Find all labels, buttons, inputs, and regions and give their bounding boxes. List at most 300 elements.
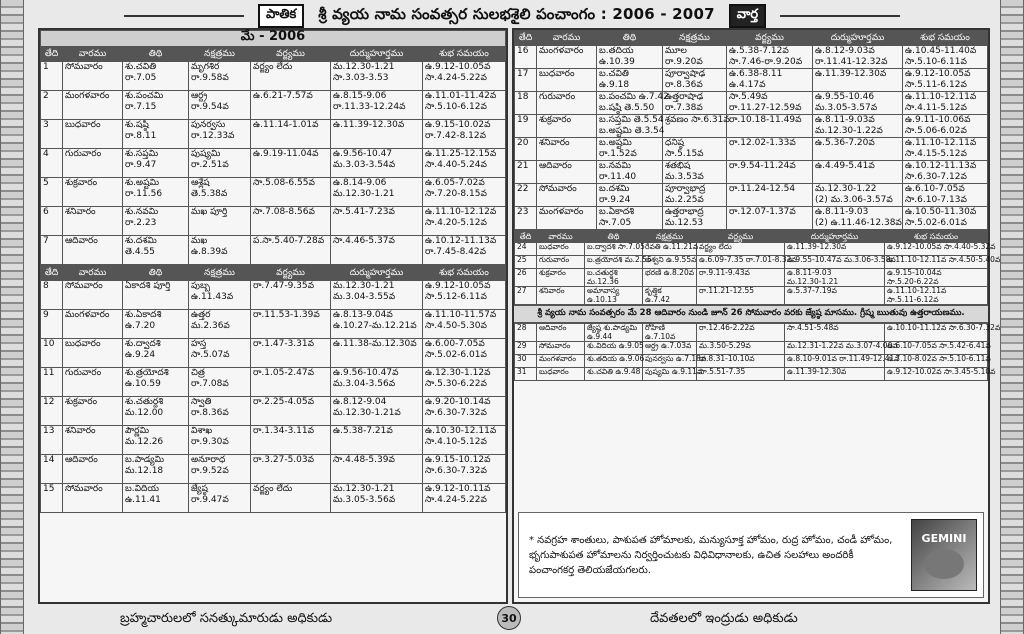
- table-cell: ఉ.8.11-9.03వ మ.12.30-1.22వ: [813, 115, 903, 138]
- table-cell: 12: [41, 397, 63, 426]
- column-header: నక్షత్రము: [643, 231, 697, 243]
- table-cell: ఉ.12.30-1.12వ సా.5.30-6.22వ: [423, 368, 506, 397]
- table-cell: 21: [515, 161, 537, 184]
- table-cell: రా.10.18-11.49వ: [727, 115, 813, 138]
- header-rule-left: [124, 15, 244, 17]
- table-cell: బ.దశమి రా.9.24: [597, 184, 663, 207]
- column-header: తేది: [41, 266, 63, 281]
- table-cell: శు.చతుర్దశి మ.12.00: [123, 397, 189, 426]
- table-cell: రా.11.24-12.54: [727, 184, 813, 207]
- may-table-part1: [40, 30, 506, 265]
- gemini-tea-pack: [911, 519, 977, 591]
- table-cell: 15: [41, 484, 63, 513]
- table-cell: అనూరాధ రా.9.52వ: [189, 455, 251, 484]
- may-table-part3: [514, 30, 988, 230]
- table-cell: ఉ.11.01-11.42వ సా.5.10-6.12వ: [423, 91, 506, 120]
- table-cell: శుక్రవారం: [537, 115, 597, 138]
- table-cell: ఉ.6.21-7.57వ: [251, 91, 331, 120]
- table-cell: మంగళవారం: [63, 310, 123, 339]
- table-cell: ఉ.9.15-10.04వ సా.5.20-6.22వ: [885, 269, 988, 287]
- table-cell: అశ్వని ఉ.9.55వ: [643, 256, 697, 269]
- table-cell: బ.ఏకాదశి సా.7.05: [597, 207, 663, 230]
- table-cell: మంగళవారం: [63, 91, 123, 120]
- table-row: [41, 368, 506, 397]
- table-cell: ఉ.8.11-9.03 (2) ఉ.11.46-12.38వ: [813, 207, 903, 230]
- table-cell: ఉ.9.15-10.02వ రా.7.42-8.12వ: [423, 120, 506, 149]
- table-cell: మృగశిర రా.9.58వ: [189, 62, 251, 91]
- table-cell: శనివారం: [63, 426, 123, 455]
- table-cell: ఉ.5.38-7.21వ: [331, 426, 423, 455]
- table-cell: శు.నవమి రా.2.23: [123, 207, 189, 236]
- table-cell: పుష్యమి ఉ.9.11వ: [643, 368, 697, 381]
- table-cell: పూర్వాభాద్ర మ.2.25వ: [663, 184, 727, 207]
- table-cell: సా.4.46-5.37వ: [331, 236, 423, 265]
- table-cell: శనివారం: [537, 287, 585, 305]
- left-decorative-border: [0, 0, 24, 634]
- table-cell: ఉ.11.14-1.01వ: [251, 120, 331, 149]
- table-cell: సా.5.51-7.35: [697, 368, 785, 381]
- table-cell: సోమవారం: [63, 281, 123, 310]
- table-cell: ఉ.11.38-మ.12.30వ: [331, 339, 423, 368]
- column-header: వర్జ్యము: [251, 266, 331, 281]
- table-cell: ఉ.9.12-10.02వ సా.3.45-5.10వ: [885, 368, 988, 381]
- table-cell: ఉ.8.12-9.04 మ.12.30-1.21వ: [331, 397, 423, 426]
- table-row: [515, 287, 988, 305]
- table-cell: రా.8.31-10.10వ: [697, 355, 785, 368]
- table-cell: మ.12.30-1.21 మ.3.04-3.55వ: [331, 281, 423, 310]
- table-cell: ఉత్తర మ.2.36వ: [189, 310, 251, 339]
- table-cell: 11: [41, 368, 63, 397]
- table-cell: 9: [41, 310, 63, 339]
- table-cell: 17: [515, 69, 537, 92]
- jyeshta-notice: శ్రీ వ్యయ నామ సంవత్సరం మే 28 ఆదివారం నుండి జూన్ 26 సోమవారం వరకు జ్యేష్ఠ మాసము. గ్రీష్మ ఋతువు ఉత్తరాయణము.: [514, 305, 988, 323]
- table-row: [515, 92, 988, 115]
- column-header: దుర్ముహూర్తము: [813, 31, 903, 46]
- pack-image: [924, 549, 964, 579]
- table-cell: చిత్ర రా.7.08వ: [189, 368, 251, 397]
- month-title: మే - 2006: [41, 31, 506, 47]
- table-cell: ఉ.6.09-7.35 రా.7.01-8.32వ: [697, 256, 785, 269]
- table-cell: బుధవారం: [537, 69, 597, 92]
- table-cell: ఆర్ద్ర ఉ.7.03వ: [643, 342, 697, 355]
- table-cell: బుధవారం: [537, 368, 585, 381]
- table-cell: ఉ.8.11-9.03 మ.12.30-1.21: [785, 269, 885, 287]
- table-cell: బ.విదియ ఉ.11.41: [123, 484, 189, 513]
- table-cell: పుబ్బ ఉ.11.43వ: [189, 281, 251, 310]
- table-cell: శు.అష్టమి రా.11.56: [123, 178, 189, 207]
- table-cell: ఆదివారం: [537, 324, 585, 342]
- right-panel: [512, 28, 1001, 604]
- column-header: దుర్ముహూర్తము: [331, 47, 423, 62]
- column-header: తేది: [515, 31, 537, 46]
- table-row: [515, 269, 988, 287]
- table-cell: 2: [41, 91, 63, 120]
- right-decorative-border: [1000, 0, 1024, 634]
- table-cell: ఆదివారం: [63, 236, 123, 265]
- table-cell: ఉ.10.12-11.13వ సా.6.30-7.12వ: [903, 161, 988, 184]
- table-cell: శనివారం: [537, 138, 597, 161]
- table-row: [515, 342, 988, 355]
- table-cell: బుధవారం: [537, 243, 585, 256]
- table-row: [515, 368, 988, 381]
- table-cell: సోమవారం: [63, 484, 123, 513]
- table-row: [41, 178, 506, 207]
- table-cell: వర్జ్యం లేదు: [251, 62, 331, 91]
- table-cell: ఉ.9.55-10.47వ మ.3.06-3.58వ: [785, 256, 885, 269]
- table-cell: రోహిణి ఉ.7.10వ: [643, 324, 697, 342]
- table-row: [515, 324, 988, 342]
- table-cell: ఉ.11.10-12.11వ సా.4.50-5.40వ: [885, 256, 988, 269]
- table-cell: ఏకాదశి పూర్తి: [123, 281, 189, 310]
- table-cell: మంగళవారం: [537, 207, 597, 230]
- footer-left-quote: బ్రహ్మచారులలో సనత్కుమారుడు అధికుడు: [120, 611, 333, 626]
- table-row: [41, 484, 506, 513]
- table-row: [41, 310, 506, 339]
- table-cell: ఉ.9.55-10.46 మ.3.05-3.57వ: [813, 92, 903, 115]
- table-cell: రా.12.46-2.22వ: [697, 324, 785, 342]
- table-cell: బ.పంచమి ఉ.7.42 బ.షష్ఠి తె.5.50: [597, 92, 663, 115]
- table-cell: సోమవారం: [537, 342, 585, 355]
- table-cell: రా.12.02-1.33వ: [727, 138, 813, 161]
- table-row: [41, 339, 506, 368]
- table-row: [515, 184, 988, 207]
- column-header: శుభ సమయం: [423, 266, 506, 281]
- table-cell: ఉ.11.10-11.57వ సా.4.50-5.30వ: [423, 310, 506, 339]
- table-cell: మంగళవారం: [537, 355, 585, 368]
- table-cell: ఉ.10.10-11.12వ సా.6.30-7.32వ: [885, 324, 988, 342]
- table-cell: ఉ.11.39-12.30వ: [331, 120, 423, 149]
- table-cell: పునర్వసు రా.12.33వ: [189, 120, 251, 149]
- table-cell: ఉ.6.10-7.05వ సా.6.10-7.13వ: [903, 184, 988, 207]
- column-header: దుర్ముహూర్తము: [331, 266, 423, 281]
- table-cell: మూల రా.9.20వ: [663, 46, 727, 69]
- table-cell: శు.ఏకాదశి ఉ.7.20: [123, 310, 189, 339]
- table-row: [515, 355, 988, 368]
- table-cell: ఉ.5.38-7.12వ సా.7.46-రా.9.20వ: [727, 46, 813, 69]
- table-cell: ఆదివారం: [63, 455, 123, 484]
- table-row: [41, 120, 506, 149]
- table-row: [515, 243, 988, 256]
- table-row: [41, 455, 506, 484]
- table-cell: ఉ.9.56-10.47వ మ.3.04-3.56వ: [331, 368, 423, 397]
- table-cell: పౌర్ణమి మ.12.26: [123, 426, 189, 455]
- table-cell: రా.9.11-9.43వ: [697, 269, 785, 287]
- table-cell: ఉ.6.00-7.05వ సా.5.02-6.01వ: [423, 339, 506, 368]
- table-cell: రా.1.05-2.47వ: [251, 368, 331, 397]
- vaartha-logo: వార్త: [729, 4, 766, 28]
- column-header: దుర్ముహూర్తము: [785, 231, 885, 243]
- table-cell: సోమవారం: [63, 62, 123, 91]
- table-cell: 6: [41, 207, 63, 236]
- table-cell: బ.చవితి ఉ.9.18: [597, 69, 663, 92]
- table-cell: గురువారం: [537, 92, 597, 115]
- table-cell: శు.చవితి రా.7.05: [123, 62, 189, 91]
- table-cell: శుక్రవారం: [537, 269, 585, 287]
- table-cell: ఉ.7.10-8.02వ సా.5.10-6.11వ: [885, 355, 988, 368]
- table-cell: 27: [515, 287, 537, 305]
- column-header: వారము: [537, 231, 585, 243]
- table-cell: 25: [515, 256, 537, 269]
- table-cell: శ్రవణం సా.6.31వ: [663, 115, 727, 138]
- table-cell: ధనిష్ఠ సా.5.15వ: [663, 138, 727, 161]
- table-cell: ఉ.8.13-9.04వ ఉ.10.27-మ.12.21వ: [331, 310, 423, 339]
- column-header: శుభ సమయం: [903, 31, 988, 46]
- table-cell: ఉ.9.20-10.14వ సా.6.30-7.32వ: [423, 397, 506, 426]
- table-cell: రా.11.21-12.55: [697, 287, 785, 305]
- table-cell: 28: [515, 324, 537, 342]
- table-row: [41, 149, 506, 178]
- table-cell: ఉ.11.10-12.11వ సా.5.11-6.12వ: [885, 287, 988, 305]
- column-header: తిథి: [597, 31, 663, 46]
- column-header: తిథి: [123, 47, 189, 62]
- table-cell: ఉ.6.10-7.05వ సా.5.42-6.41వ: [885, 342, 988, 355]
- table-cell: సా.5.08-6.55వ: [251, 178, 331, 207]
- table-cell: బ.సప్తమి తె.5.54 బ.అష్టమి తె.3.54: [597, 115, 663, 138]
- table-cell: శు.సప్తమి రా.9.47: [123, 149, 189, 178]
- table-cell: ఉ.11.39-12.30వ: [785, 243, 885, 256]
- table-cell: అమావాస్య ఉ.10.13: [585, 287, 643, 305]
- may-table-part4: [514, 230, 1001, 305]
- table-row: [41, 397, 506, 426]
- table-cell: శుక్రవారం: [63, 397, 123, 426]
- column-header: నక్షత్రము: [189, 266, 251, 281]
- table-cell: ఉ.9.19-11.04వ: [251, 149, 331, 178]
- table-cell: ఉ.5.36-7.20వ: [813, 138, 903, 161]
- table-cell: 20: [515, 138, 537, 161]
- table-cell: ఉ.11.25-12.15వ సా.4.40-5.24వ: [423, 149, 506, 178]
- table-cell: ఉ.11.39-12.30వ: [813, 69, 903, 92]
- table-cell: శు.ద్వాదశి ఉ.9.24: [123, 339, 189, 368]
- table-cell: మంగళవారం: [537, 46, 597, 69]
- table-cell: ఉ.9.15-10.12వ సా.6.30-7.32వ: [423, 455, 506, 484]
- table-cell: శుక్రవారం: [63, 178, 123, 207]
- column-header: తేది: [41, 47, 63, 62]
- table-row: [41, 91, 506, 120]
- table-cell: శు.తదియ ఉ.9.06: [585, 355, 643, 368]
- table-cell: ఉ.4.49-5.41వ: [813, 161, 903, 184]
- table-cell: మ.12.30-1.21 సా.3.03-3.53: [331, 62, 423, 91]
- table-cell: 4: [41, 149, 63, 178]
- table-cell: ఉ.9.12-10.05వ సా.4.24-5.22వ: [423, 62, 506, 91]
- column-header: వర్జ్యము: [251, 47, 331, 62]
- page-number: 30: [497, 606, 521, 630]
- column-header: నక్షత్రము: [663, 31, 727, 46]
- table-cell: 30: [515, 355, 537, 368]
- column-header: వారము: [63, 47, 123, 62]
- table-cell: ఆర్ద్ర రా.9.54వ: [189, 91, 251, 120]
- table-cell: 23: [515, 207, 537, 230]
- may-table-part2: [40, 265, 506, 513]
- table-cell: మఖ ఉ.8.39వ: [189, 236, 251, 265]
- table-cell: గురువారం: [63, 149, 123, 178]
- table-row: [41, 62, 506, 91]
- table-cell: గురువారం: [63, 368, 123, 397]
- table-cell: 3: [41, 120, 63, 149]
- table-cell: జ్యేష్ఠ రా.9.47వ: [189, 484, 251, 513]
- left-panel: [38, 28, 508, 604]
- table-cell: రా.3.27-5.03వ: [251, 455, 331, 484]
- table-cell: ఉ.8.15-9.06 రా.11.33-12.24వ: [331, 91, 423, 120]
- table-cell: సా.5.41-7.23వ: [331, 207, 423, 236]
- table-cell: శు.విదియ ఉ.9.05: [585, 342, 643, 355]
- table-cell: 7: [41, 236, 63, 265]
- table-cell: 22: [515, 184, 537, 207]
- table-cell: ఉ.10.30-12.11వ సా.4.10-5.12వ: [423, 426, 506, 455]
- column-header: వారము: [537, 31, 597, 46]
- table-cell: బ.తదియ ఉ.10.39: [597, 46, 663, 69]
- table-cell: మ.12.30-1.22 (2) మ.3.06-3.57వ: [813, 184, 903, 207]
- table-cell: ఉత్తరాభాద్ర మ.12.53: [663, 207, 727, 230]
- table-cell: సా.7.08-8.56వ: [251, 207, 331, 236]
- ad-text: * నవగ్రహ శాంతులు, పాశుపత హోమాలకు, మన్యుసూక్త హోమం, రుద్ర హోమం, చండీ హోమం, భృగుపాశుపత హోమాలను నిర్వర్తించుటకు విధివిధానాలకు, ఉచిత సలహాలు అందరికీ పంచాంగకర్త తెలియజేయగలరు.: [529, 534, 893, 576]
- table-cell: 26: [515, 269, 537, 287]
- table-cell: బ.చతుర్దశి మ.12.36: [585, 269, 643, 287]
- table-cell: ఆశ్లేష తె.5.38వ: [189, 178, 251, 207]
- table-cell: పునర్వసు ఉ.7.18వ: [643, 355, 697, 368]
- column-header: నక్షత్రము: [189, 47, 251, 62]
- table-cell: 5: [41, 178, 63, 207]
- table-cell: వర్జ్యం లేదు: [251, 484, 331, 513]
- table-cell: మ.12.30-1.21 మ.3.05-3.56వ: [331, 484, 423, 513]
- table-cell: భరణి ఉ.8.20వ: [643, 269, 697, 287]
- table-cell: ఉ.9.12-10.05వ సా.5.11-6.12వ: [903, 69, 988, 92]
- table-cell: ఉ.10.45-11.40వ సా.5.10-6.11వ: [903, 46, 988, 69]
- table-cell: రా.7.47-9.35వ: [251, 281, 331, 310]
- table-cell: 8: [41, 281, 63, 310]
- table-cell: శు.దశమి తె.4.55: [123, 236, 189, 265]
- table-cell: బ.పాడ్యమి మ.12.18: [123, 455, 189, 484]
- table-cell: బుధవారం: [63, 339, 123, 368]
- table-cell: గురువారం: [537, 256, 585, 269]
- table-cell: బ.నవమి రా.11.40: [597, 161, 663, 184]
- column-header: వర్జ్యము: [727, 31, 813, 46]
- table-row: [41, 207, 506, 236]
- table-cell: శు.త్రయోదశి ఉ.10.59: [123, 368, 189, 397]
- table-cell: మ.3.50-5.29వ: [697, 342, 785, 355]
- page-title: శ్రీ వ్యయ నామ సంవత్సర సులభశైలి పంచాంగం : 2006 - 2007: [318, 5, 715, 23]
- table-cell: శనివారం: [63, 207, 123, 236]
- table-cell: ఉ.8.12-9.03వ రా.11.41-12.32వ: [813, 46, 903, 69]
- table-cell: రా.9.54-11.24వ: [727, 161, 813, 184]
- table-cell: 13: [41, 426, 63, 455]
- table-cell: ఉ.9.12-10.05వ సా.4.40-5.32వ: [885, 243, 988, 256]
- table-cell: 31: [515, 368, 537, 381]
- table-cell: ఉ.6.38-8.11 ఉ.4.17వ: [727, 69, 813, 92]
- table-cell: సా.5.49వ రా.11.27-12.59వ: [727, 92, 813, 115]
- table-row: [515, 46, 988, 69]
- table-row: [515, 256, 988, 269]
- table-cell: ఉ.10.50-11.30వ సా.5.02-6.01వ: [903, 207, 988, 230]
- table-cell: మఖ పూర్తి: [189, 207, 251, 236]
- table-cell: ప.సా.5.40-7.28వ: [251, 236, 331, 265]
- column-header: శుభ సమయం: [423, 47, 506, 62]
- ad-brand: GEMINI: [921, 531, 967, 545]
- table-cell: బ.త్రయోదశి మ.2.55: [585, 256, 643, 269]
- table-cell: కృత్తిక ఉ.7.42: [643, 287, 697, 305]
- table-cell: రా.2.25-4.05వ: [251, 397, 331, 426]
- table-cell: ఉ.8.10-9.01వ రా.11.49-12.41వ: [785, 355, 885, 368]
- table-cell: రా.12.07-1.37వ: [727, 207, 813, 230]
- table-cell: స్వాతి రా.8.36వ: [189, 397, 251, 426]
- table-cell: 29: [515, 342, 537, 355]
- table-cell: రా.1.47-3.31వ: [251, 339, 331, 368]
- column-header: తిథి: [123, 266, 189, 281]
- table-cell: రా.1.34-3.11వ: [251, 426, 331, 455]
- table-cell: వర్జ్యం లేదు: [697, 243, 785, 256]
- publication-logo: పాతిక: [258, 4, 304, 28]
- header-rule-right: [780, 15, 900, 17]
- table-cell: ఉ.11.10-12.12వ సా.4.20-5.12వ: [423, 207, 506, 236]
- table-cell: శతభిష మ.3.53వ: [663, 161, 727, 184]
- table-row: [41, 426, 506, 455]
- table-cell: విశాఖ రా.9.30వ: [189, 426, 251, 455]
- table-cell: మ.12.31-1.22వ మ.3.07-4.00వ: [785, 342, 885, 355]
- table-cell: 10: [41, 339, 63, 368]
- table-cell: జ్యేష్ఠ శు.పాడ్యమి ఉ.9.44: [585, 324, 643, 342]
- table-cell: ఉ.9.56-10.47 మ.3.03-3.54వ: [331, 149, 423, 178]
- table-cell: బ.ద్వాదశి సా.7.05: [585, 243, 643, 256]
- table-cell: ఉ.8.14-9.06 మ.12.30-1.21: [331, 178, 423, 207]
- table-cell: ఆదివారం: [537, 161, 597, 184]
- table-cell: పుష్యమి రా.2.51వ: [189, 149, 251, 178]
- table-row: [41, 236, 506, 265]
- table-cell: శు.చవితి ఉ.9.48: [585, 368, 643, 381]
- table-row: [515, 161, 988, 184]
- table-cell: పూర్వాషాఢ రా.8.36వ: [663, 69, 727, 92]
- table-cell: 16: [515, 46, 537, 69]
- column-header: శుభ సమయం: [885, 231, 988, 243]
- column-header: వారము: [63, 266, 123, 281]
- table-cell: సా.4.51-5.48వ: [785, 324, 885, 342]
- table-cell: ఉ.11.10-12.11వ సా.4.15-5.12వ: [903, 138, 988, 161]
- table-row: [515, 69, 988, 92]
- table-cell: 24: [515, 243, 537, 256]
- table-cell: ఉ.6.05-7.02వ సా.7.20-8.15వ: [423, 178, 506, 207]
- table-cell: ఉ.9.12-10.11వ సా.4.24-5.22వ: [423, 484, 506, 513]
- table-cell: ఉ.9.11-10.06వ సా.5.06-6.02వ: [903, 115, 988, 138]
- table-cell: రేవతి ఉ.11.21వ: [643, 243, 697, 256]
- table-cell: ఉ.11.39-12.30వ: [785, 368, 885, 381]
- table-cell: 14: [41, 455, 63, 484]
- table-cell: సా.4.48-5.39వ: [331, 455, 423, 484]
- table-cell: శు.షష్ఠి రా.8.11: [123, 120, 189, 149]
- table-cell: రా.11.53-1.39వ: [251, 310, 331, 339]
- table-cell: బుధవారం: [63, 120, 123, 149]
- table-cell: ఉత్తరాషాఢ రా.7.38వ: [663, 92, 727, 115]
- column-header: తేది: [515, 231, 537, 243]
- table-cell: హస్త సా.5.07వ: [189, 339, 251, 368]
- may-table-part5: [514, 323, 1001, 381]
- table-cell: ఉ.9.12-10.05వ సా.5.12-6.11వ: [423, 281, 506, 310]
- table-cell: బ.అష్టమి రా.1.52వ: [597, 138, 663, 161]
- table-cell: శు.పంచమి రా.7.15: [123, 91, 189, 120]
- homam-advertisement: [518, 512, 984, 598]
- table-row: [515, 138, 988, 161]
- table-cell: 18: [515, 92, 537, 115]
- table-cell: 1: [41, 62, 63, 91]
- table-row: [515, 115, 988, 138]
- column-header: తిథి: [585, 231, 643, 243]
- table-cell: ఉ.10.12-11.13వ రా.7.45-8.42వ: [423, 236, 506, 265]
- table-cell: సోమవారం: [537, 184, 597, 207]
- column-header: వర్జ్యము: [697, 231, 785, 243]
- table-row: [515, 207, 988, 230]
- page-header: [40, 4, 984, 28]
- footer-right-quote: దేవతలలో ఇంద్రుడు అధికుడు: [650, 611, 798, 626]
- table-cell: ఉ.11.10-12.11వ సా.4.11-5.12వ: [903, 92, 988, 115]
- table-cell: 19: [515, 115, 537, 138]
- table-cell: ఉ.5.37-7.19వ: [785, 287, 885, 305]
